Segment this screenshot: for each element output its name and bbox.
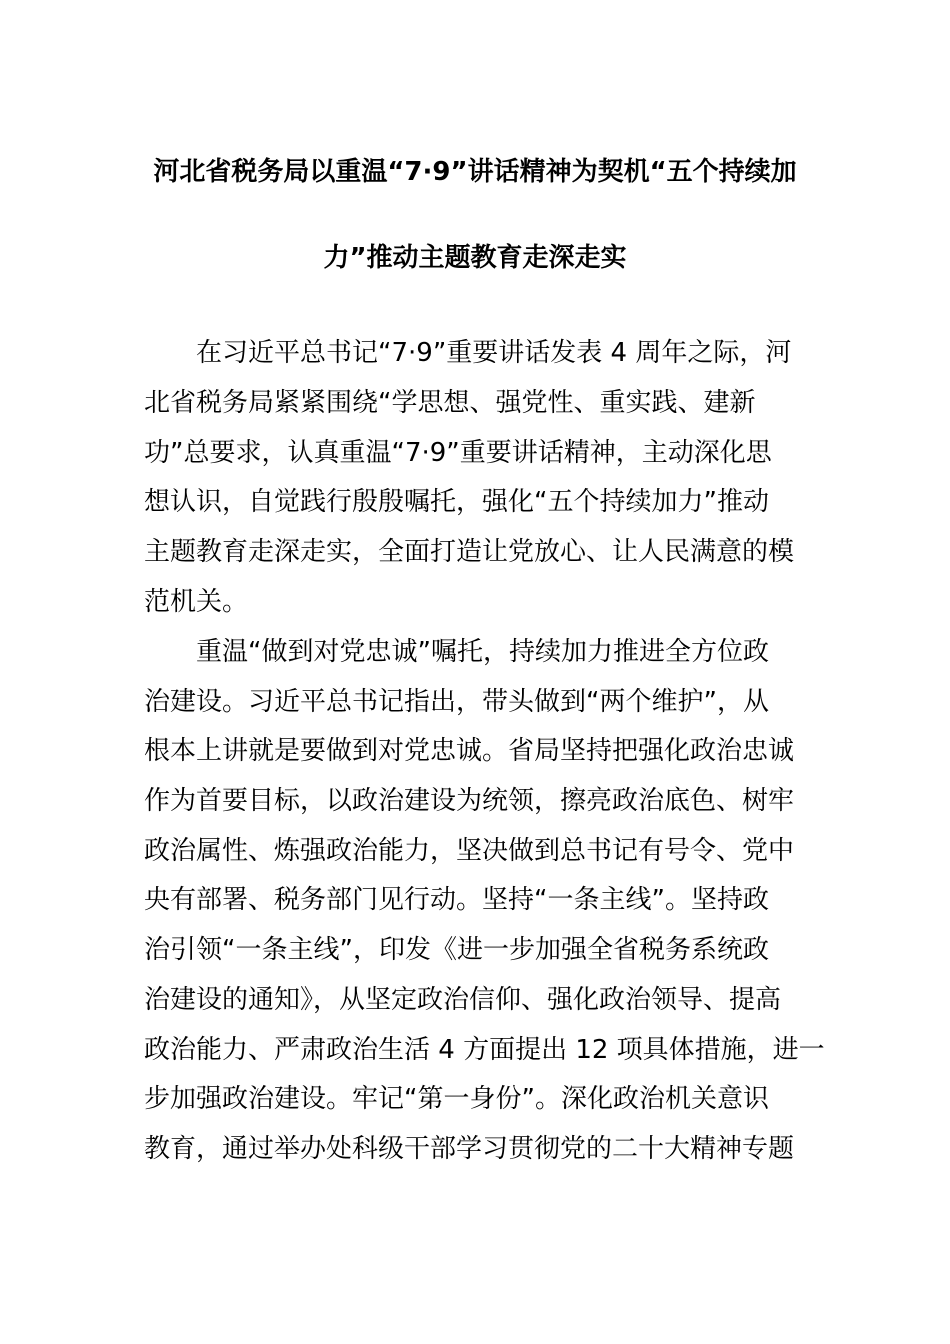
paragraph-1-line-6: 范机关。	[144, 587, 249, 617]
paragraph-2-line-8: 治建设的通知》，从坚定政治信仰、强化政治领导、提高	[144, 985, 782, 1015]
paragraph-1-line-4: 想认识，自觉践行殷殷嘱托，强化“五个持续加力”推动	[144, 487, 769, 517]
paragraph-2-line-1: 重温“做到对党忠诚”嘱托，持续加力推进全方位政	[196, 637, 769, 667]
paragraph-2-line-2: 治建设。习近平总书记指出，带头做到“两个维护”，从	[144, 687, 769, 717]
paragraph-2-line-7: 治引领“一条主线”，印发《进一步加强全省税务系统政	[144, 935, 769, 965]
paragraph-1-line-2: 北省税务局紧紧围绕“学思想、强党性、重实践、建新	[144, 388, 756, 418]
paragraph-2-line-10: 步加强政治建设。牢记“第一身份”。深化政治机关意识	[144, 1084, 769, 1114]
paragraph-1-line-1: 在习近平总书记“7·9”重要讲话发表 4 周年之际，河	[196, 338, 792, 368]
paragraph-1-line-5: 主题教育走深走实，全面打造让党放心、让人民满意的模	[144, 537, 795, 567]
paragraph-2-line-11: 教育，通过举办处科级干部学习贯彻党的二十大精神专题	[144, 1134, 795, 1164]
paragraph-2-line-4: 作为首要目标，以政治建设为统领，擦亮政治底色、树牢	[144, 786, 795, 816]
document-title-line-2: 力”推动主题教育走深走实	[323, 243, 627, 273]
document-title-line-1: 河北省税务局以重温“7·9”讲话精神为契机“五个持续加	[153, 157, 797, 187]
paragraph-2-line-5: 政治属性、炼强政治能力，坚决做到总书记有号令、党中	[144, 836, 795, 866]
paragraph-2-line-6: 央有部署、税务部门见行动。坚持“一条主线”。坚持政	[144, 885, 769, 915]
paragraph-2-line-3: 根本上讲就是要做到对党忠诚。省局坚持把强化政治忠诚	[144, 736, 795, 766]
paragraph-2-line-9: 政治能力、严肃政治生活 4 方面提出 12 项具体措施，进一	[144, 1035, 825, 1065]
paragraph-1-line-3: 功”总要求，认真重温“7·9”重要讲话精神，主动深化思	[144, 438, 772, 468]
